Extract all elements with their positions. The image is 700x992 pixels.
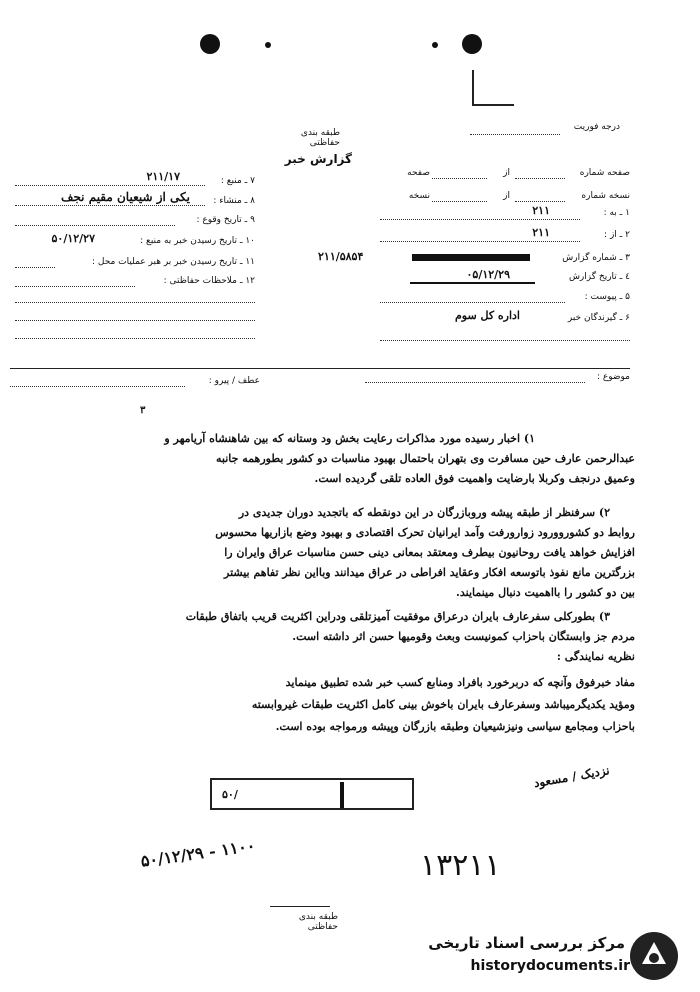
copy-line-1 [515, 201, 565, 202]
punch-dot-right [432, 42, 438, 48]
field-1-label: ۱ ـ به : [603, 208, 630, 218]
copy-word-label: نسخه [408, 191, 430, 201]
signature-note: نزدیک / مسعود [532, 763, 611, 791]
field-12-label: ۱۲ ـ ملاحظات حفاظتی : [163, 276, 255, 286]
body-p2-line-3: افزایش خواهد یافت روحانیون بیطرف ومعتقد بمعانی دینی حسن مناسبات عراق وایران را [224, 546, 635, 559]
field-10-value: ۵۰/۱۲/۲۷ [51, 232, 95, 245]
field-4-underline [410, 282, 535, 284]
handwritten-date: ۵۰/۱۲/۲۹ - ۱۱۰۰ [139, 835, 257, 871]
field-2-value: ۲۱۱ [532, 226, 550, 239]
left-extra-line-3 [15, 338, 255, 339]
field-9-line [15, 225, 175, 226]
copy-line-2 [432, 201, 487, 202]
field-1-value: ۲۱۱ [532, 204, 550, 217]
subject-line [365, 382, 585, 383]
opinion-label: نظریه نمایندگی : [556, 650, 635, 663]
stamp-box-mark [340, 782, 344, 808]
field-2-line [380, 241, 580, 242]
body-p1-line-2: عبدالرحمن عارف حین مسافرت وی بتهران باحتمال بهبود مناسبات دو کشور بطورهمه جانبه [216, 452, 635, 465]
reference-line [10, 386, 185, 387]
field-5-line [380, 302, 565, 303]
subject-label: موضوع : [596, 372, 630, 382]
field-6-line-2 [380, 340, 630, 341]
watermark-url: historydocuments.ir [470, 958, 630, 974]
field-9-label: ۹ ـ تاریخ وقوع : [196, 215, 255, 225]
page-line-1 [515, 178, 565, 179]
field-6-label: ۶ ـ گیرندگان خبر [567, 313, 630, 323]
reference-label: عطف / پیرو : [208, 376, 260, 386]
field-8-label: ۸ ـ منشاء : [213, 196, 255, 206]
opinion-line-3: باحزاب ومجامع سیاسی ونیزشیعیان وطبقه بازرگان وپیشه ورمواجه بوده است. [275, 720, 635, 733]
footer-classification: طبقه بندی حفاظتی [298, 912, 338, 932]
punch-hole-left [200, 34, 220, 54]
punch-dot-left [265, 42, 271, 48]
copy-of-label: از [503, 191, 510, 201]
field-7-label: ۷ ـ منبع : [220, 176, 255, 186]
opinion-line-2: ومؤید یکدیگرمیباشد وسفرعارف بایران باخوش بینی کامل اکثریت طبقات غیروابسته [251, 698, 635, 711]
top-stamp-fragment [472, 70, 514, 106]
field-4-value: ۰۵/۱۲/۲۹ [466, 268, 510, 281]
watermark-logo [628, 930, 680, 982]
field-12-line [15, 286, 135, 287]
urgency-line [470, 134, 560, 135]
field-3-value: ۲۱۱/۵۸۵۴ [318, 250, 364, 263]
field-10-label: ۱۰ ـ تاریخ رسیدن خبر به منبع : [140, 236, 255, 246]
punch-hole-right [462, 34, 482, 54]
field-3-redaction [412, 254, 530, 261]
left-extra-line-1 [15, 302, 255, 303]
page-word-label: صفحه [407, 168, 430, 178]
field-8-line [15, 205, 205, 206]
footer-rule [270, 906, 330, 907]
copy-number-label: نسخه شماره [581, 191, 630, 201]
field-11-label: ۱۱ ـ تاریخ رسیدن خبر بر هبر عملیات محل : [91, 257, 255, 267]
classification-label: طبقه بندی حفاظتی [300, 128, 340, 148]
field-6-value: اداره کل سوم [454, 309, 520, 322]
urgency-label: درجه فوریت [573, 122, 620, 132]
opinion-line-1: مفاد خبرفوق وآنچه که دربرخورد بافراد ومنابع کسب خبر شده تطبیق مینماید [285, 676, 635, 689]
body-p1-line-1: ۱) اخبار رسیده مورد مذاکرات رعایت بخش ود وستانه که بین شاهنشاه آریامهر و [164, 432, 535, 445]
field-8-value: یکی از شیعیان مقیم نجف [61, 190, 190, 204]
page-of-label: از [503, 168, 510, 178]
body-p2-line-5: بین دو کشور را بااهمیت دنبال مینمایند. [456, 586, 635, 599]
field-2-label: ۲ ـ از : [604, 230, 630, 240]
header-divider [10, 368, 630, 369]
left-extra-line-2 [15, 320, 255, 321]
field-7-line [15, 185, 205, 186]
field-3-label: ۳ ـ شماره گزارش [562, 253, 630, 263]
field-1-line [380, 219, 580, 220]
body-p3-line-1: ۳) بطورکلی سفرعارف بایران درعراق موفقیت آمیزتلقی ودراین اکثریت قریب باتفاق طبقات [185, 610, 610, 623]
field-7-value: ۲۱۱/۱۷ [146, 170, 180, 183]
body-p2-line-1: ۲) سرفنظر از طبقه پیشه وروبازرگان در این دونقطه که باتجدید دوران جدیدی در [238, 506, 610, 519]
body-p2-line-4: بزرگترین مانع نفوذ باتوسعه افکار وعقاید افراطی در عراق میدانند وبااین نظر تفاهم بیشتر [224, 566, 635, 579]
watermark-org: مرکز بررسی اسناد تاریخی [428, 934, 625, 952]
watermark-logo-icon [628, 930, 680, 982]
stamp-number: ۱۳۲۱۱ [420, 848, 501, 883]
page-line-2 [432, 178, 487, 179]
stamp-box-text: ۵۰/ [222, 788, 238, 801]
body-p3-line-2: مردم جز وابستگان باحزاب کمونیست وبعث وقومیها حسن اثر داشته است. [292, 630, 635, 643]
small-mark: ۳ [140, 405, 146, 416]
field-11-line [15, 267, 55, 268]
body-p1-line-3: وعمیق درنجف وکربلا بارضایت واهمیت فوق العاده تلقی گردیده است. [314, 472, 635, 485]
body-p2-line-2: روابط دو کشوروورود زوارورفت وآمد ایرانیان تحرک اقتصادی و بهبود وضع بازاریها محسوس [215, 526, 635, 539]
field-4-label: ٤ ـ تاریخ گزارش [568, 272, 630, 282]
page-number-label: صفحه شماره [579, 168, 630, 178]
field-5-label: ۵ ـ پیوست : [584, 292, 630, 302]
form-title: گزارش خبر [284, 152, 352, 166]
